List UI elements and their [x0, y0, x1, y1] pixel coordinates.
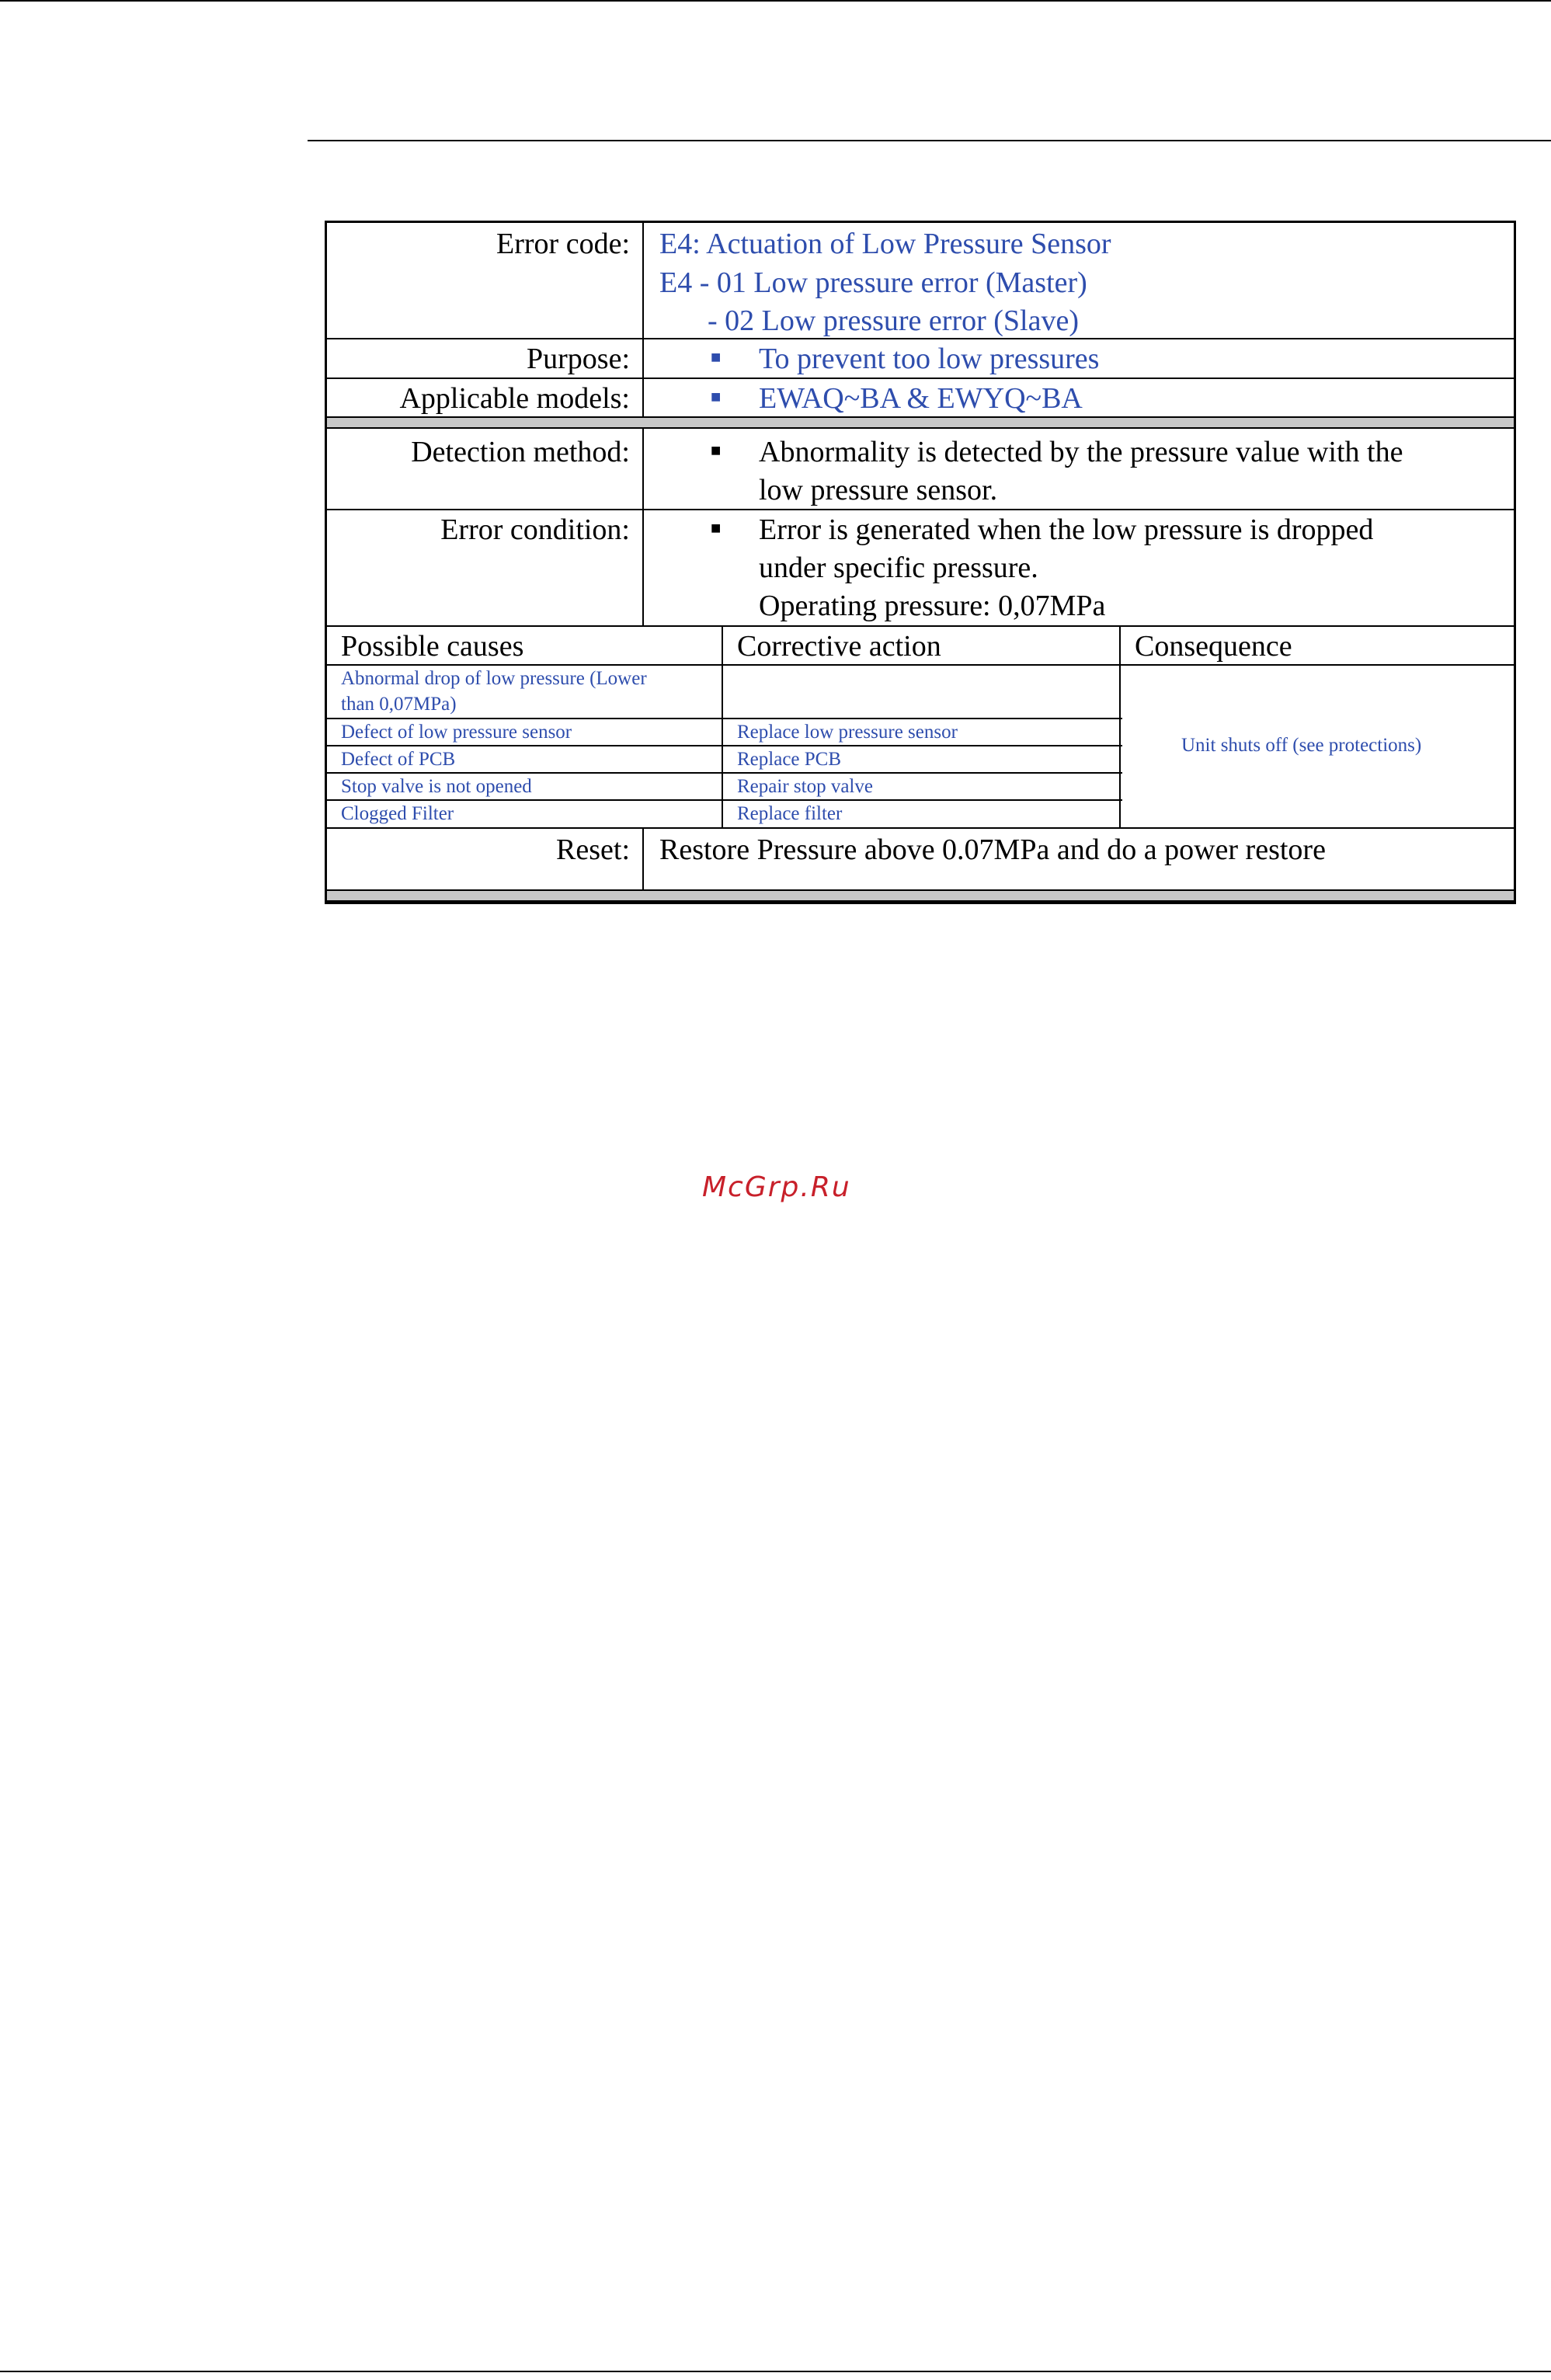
- action-text: Repair stop valve: [737, 776, 873, 797]
- bullet-icon: ■: [711, 347, 722, 367]
- action-header: Corrective action: [737, 630, 941, 663]
- error-code-title: E4: Actuation of Low Pressure Sensor: [659, 228, 1111, 260]
- detection-method-line2: low pressure sensor.: [759, 474, 998, 506]
- action-text: Replace filter: [737, 803, 843, 824]
- consequence-text: Unit shuts off (see protections): [1181, 735, 1422, 756]
- column-divider: [642, 429, 644, 625]
- reset-value: Restore Pressure above 0.07MPa and do a power restore: [659, 833, 1326, 866]
- section-separator-bar: [327, 416, 1514, 429]
- section-separator-bar: [327, 889, 1514, 902]
- cause-text: Defect of low pressure sensor: [341, 722, 572, 743]
- bullet-icon: ■: [711, 518, 722, 538]
- applicable-models-label: Applicable models:: [399, 382, 630, 415]
- causes-header: Possible causes: [341, 630, 524, 663]
- error-code-line-slave: - 02 Low pressure error (Slave): [708, 304, 1079, 337]
- column-divider: [642, 223, 644, 416]
- top-rule: [0, 0, 1551, 2]
- cause-text: Stop valve is not opened: [341, 776, 532, 797]
- error-code-table: [325, 221, 1516, 904]
- column-divider: [1119, 625, 1121, 827]
- detection-method-label: Detection method:: [411, 436, 630, 468]
- error-code-line-master: E4 - 01 Low pressure error (Master): [659, 266, 1087, 299]
- column-divider: [642, 827, 644, 889]
- error-code-label: Error code:: [496, 228, 630, 260]
- applicable-models-value: EWAQ~BA & EWYQ~BA: [759, 382, 1083, 415]
- cause-text: Abnormal drop of low pressure (Lower: [341, 668, 647, 689]
- header-rule: [308, 140, 1551, 141]
- bullet-icon: ■: [711, 387, 722, 406]
- column-divider: [722, 625, 723, 827]
- watermark: McGrp.Ru: [702, 1171, 851, 1203]
- purpose-label: Purpose:: [527, 343, 630, 375]
- cause-text: Clogged Filter: [341, 803, 454, 824]
- consequence-header: Consequence: [1135, 630, 1292, 663]
- error-condition-line1: Error is generated when the low pressure is dropped: [759, 513, 1374, 546]
- error-condition-line2: under specific pressure.: [759, 552, 1038, 584]
- action-text: Replace low pressure sensor: [737, 722, 958, 743]
- row-divider: [327, 827, 1514, 829]
- detection-method-line1: Abnormality is detected by the pressure value with the: [759, 436, 1403, 468]
- error-condition-line3: Operating pressure: 0,07MPa: [759, 590, 1106, 622]
- action-text: Replace PCB: [737, 749, 842, 770]
- error-condition-label: Error condition:: [440, 513, 630, 546]
- reset-label: Reset:: [556, 833, 630, 866]
- cause-text: than 0,07MPa): [341, 694, 457, 715]
- cause-text: Defect of PCB: [341, 749, 456, 770]
- bullet-icon: ■: [711, 440, 722, 460]
- purpose-value: To prevent too low pressures: [759, 343, 1100, 375]
- bottom-rule: [0, 2371, 1551, 2372]
